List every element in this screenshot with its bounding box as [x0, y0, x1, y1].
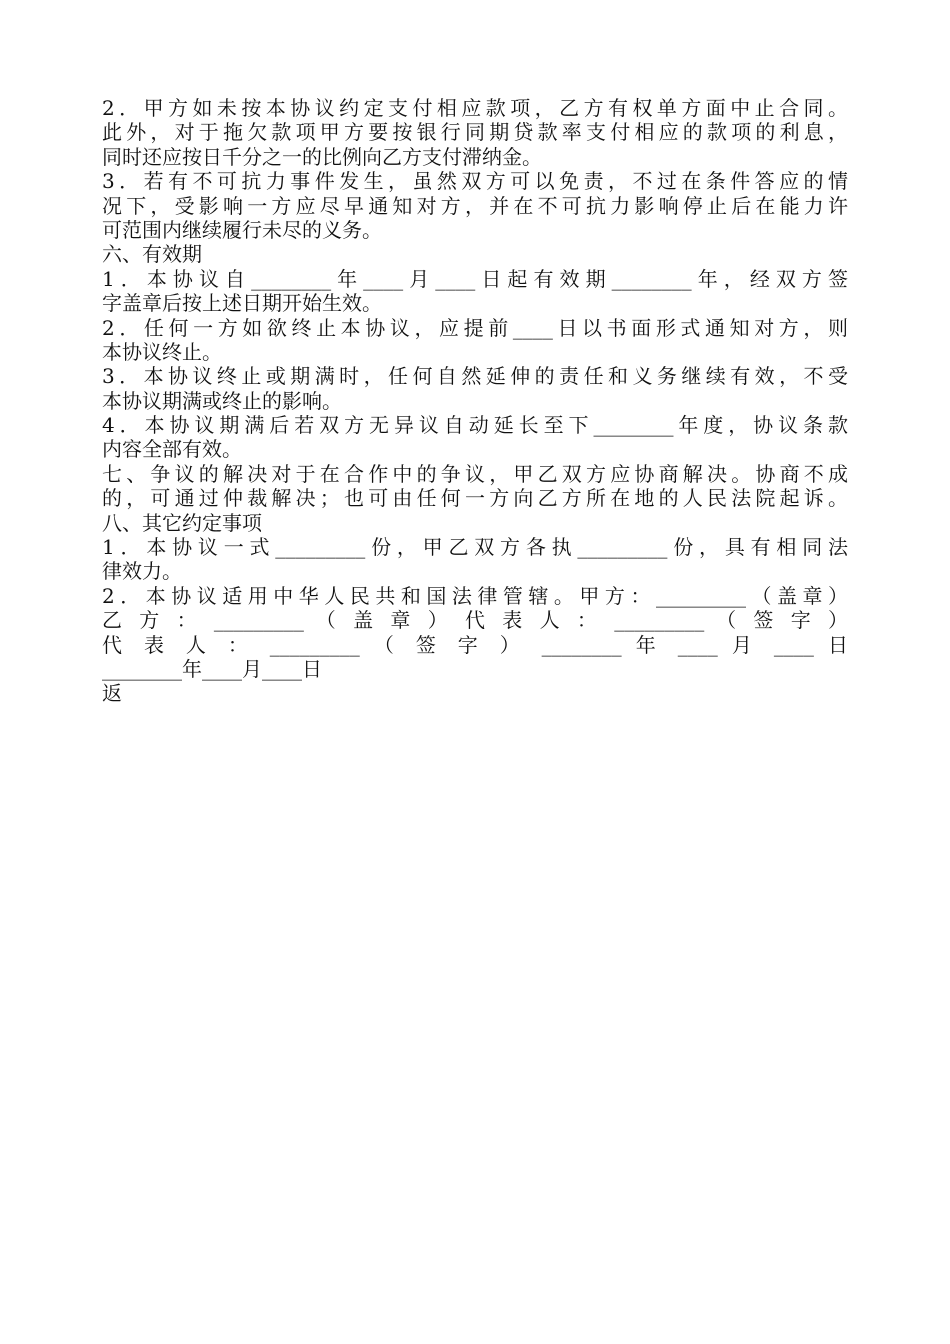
text-line: 况下，受影响一方应尽早通知对方，并在不可抗力影响停止后在能力许: [102, 193, 848, 218]
text-line: 律效力。: [102, 559, 182, 584]
section-heading: 八、其它约定事项: [102, 510, 262, 535]
text-line: 的，可通过仲裁解决；也可由任何一方向乙方所在地的人民法院起诉。: [102, 486, 848, 511]
text-line: 内容全部有效。: [102, 437, 242, 462]
text-line: 同时还应按日千分之一的比例向乙方支付滞纳金。: [102, 144, 542, 169]
text-line: 3．本协议终止或期满时，任何自然延伸的责任和义务继续有效，不受: [102, 364, 848, 389]
signature-line: 乙 方 ： _________ （ 盖 章 ） 代 表 人 ： _________ （ 签 字 ）: [102, 608, 848, 633]
text-line: 可范围内继续履行未尽的义务。: [102, 217, 382, 242]
text-line: 1．本协议一式_________份，甲乙双方各执_________份，具有相同法: [102, 535, 848, 560]
text-line: 字盖章后按上述日期开始生效。: [102, 291, 382, 316]
section-heading: 六、有效期: [102, 242, 202, 267]
text-line: 本协议终止。: [102, 339, 222, 364]
text-line: 4．本协议期满后若双方无异议自动延长至下________年度，协议条款: [102, 413, 848, 438]
text-line: 本协议期满或终止的影响。: [102, 388, 342, 413]
return-link[interactable]: 返: [102, 681, 122, 706]
date-line: ________年____月____日: [102, 656, 322, 681]
document-body: [102, 96, 848, 706]
text-line: 此外，对于拖欠款项甲方要按银行同期贷款率支付相应的款项的利息，: [102, 120, 848, 145]
text-line: 1．本协议自________年____月____日起有效期________年，经双方签: [102, 266, 848, 291]
section-heading: 七、争议的解决对于在合作中的争议，甲乙双方应协商解决。协商不成: [102, 461, 848, 486]
text-line: 2．甲方如未按本协议约定支付相应款项，乙方有权单方面中止合同。: [102, 96, 848, 120]
text-line: 3．若有不可抗力事件发生，虽然双方可以免责，不过在条件答应的情: [102, 169, 848, 194]
text-line: 2．本协议适用中华人民共和国法律管辖。甲方：_________（盖章）: [102, 583, 848, 608]
signature-line: 代 表 人 ： _________ （ 签 字 ） ________ 年 ____ 月 ____ 日: [102, 632, 848, 657]
text-line: 2．任何一方如欲终止本协议，应提前____日以书面形式通知对方，则: [102, 315, 848, 340]
